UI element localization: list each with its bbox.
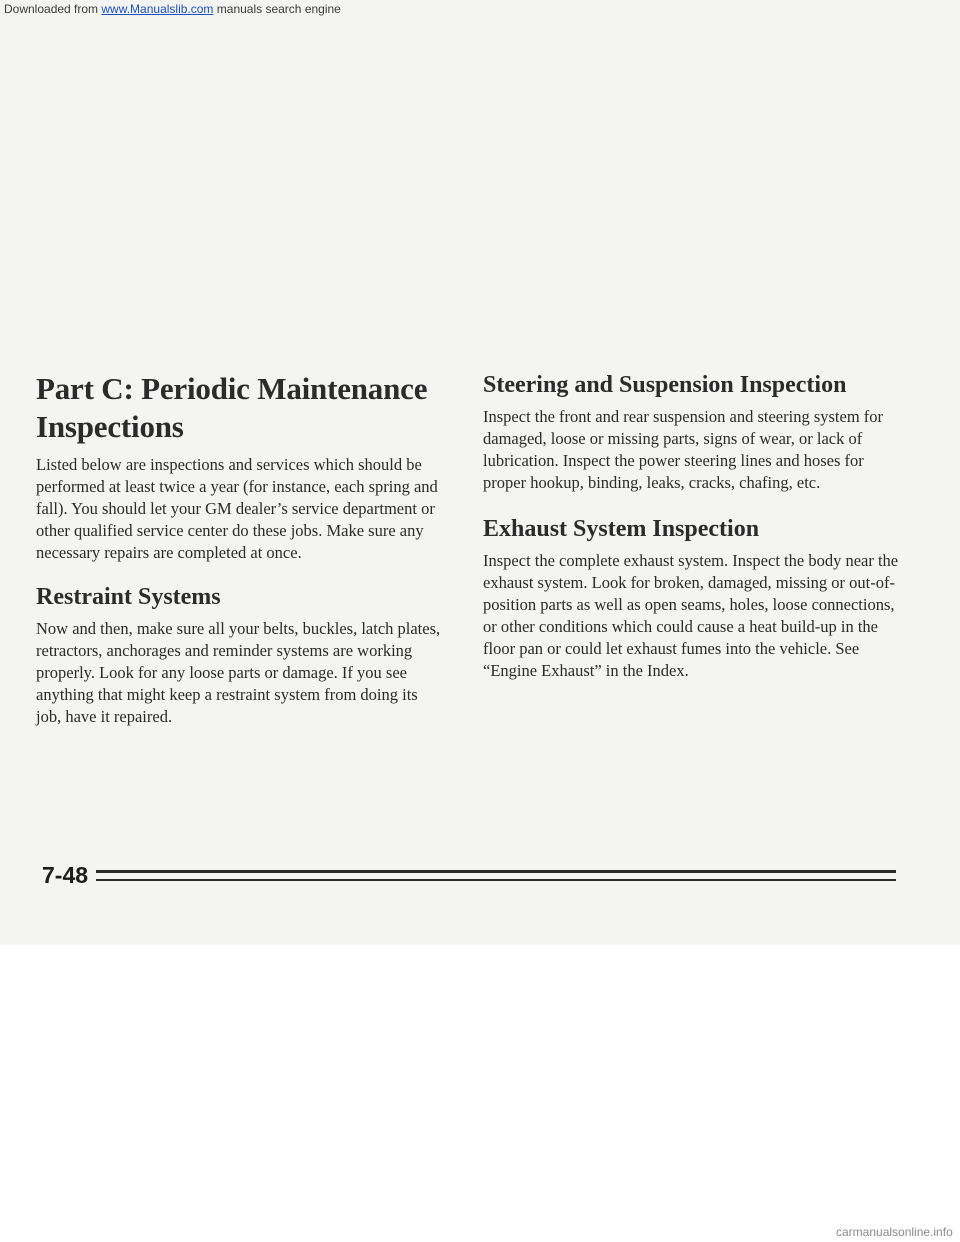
section-title: Part C: Periodic Maintenance Inspections	[36, 371, 428, 444]
page-footer	[36, 862, 896, 892]
download-watermark	[4, 2, 341, 16]
steering-suspension-heading: Steering and Suspension Inspection	[483, 372, 847, 398]
restraint-systems-heading: Restraint Systems	[36, 584, 221, 610]
watermark-prefix: Downloaded from	[4, 2, 102, 16]
watermark-suffix: manuals search engine	[213, 2, 341, 16]
footer-rule-thin	[96, 879, 896, 881]
left-column	[36, 370, 446, 746]
footer-rule-thick	[96, 870, 896, 873]
intro-paragraph: Listed below are inspections and services which should be performed at least twice a year (for instance, each spring and fall). You should let your GM dealer’s service department or other qualified service center do these jobs. Make sure any necessary repairs are completed at once.	[36, 455, 438, 562]
right-column	[483, 370, 903, 702]
steering-suspension-paragraph: Inspect the front and rear suspension and steering system for damaged, loose or missing parts, signs of wear, or lack of lubrication. Inspect the power steering lines and hoses for proper hookup, binding, leaks, cracks, chafing, etc.	[483, 407, 884, 492]
exhaust-system-heading: Exhaust System Inspection	[483, 516, 760, 542]
bottom-watermark: carmanualsonline.info	[836, 1225, 953, 1239]
page-number: 7-48	[42, 862, 89, 888]
restraint-systems-paragraph: Now and then, make sure all your belts, buckles, latch plates, retractors, anchorages and reminder systems are working properly. Look for any loose parts or damage. If you see anything that might keep a restraint system from doing its job, have it repaired.	[36, 619, 441, 726]
exhaust-system-paragraph: Inspect the complete exhaust system. Inspect the body near the exhaust system. Look for broken, damaged, missing or out-of-position parts as well as open seams, holes, loose connections, or other conditions which could cause a heat build-up in the floor pan or could let exhaust fumes into the vehicle. See “Engine Exhaust” in the Index.	[483, 551, 899, 680]
manualslib-link[interactable]: www.Manualslib.com	[101, 2, 214, 16]
